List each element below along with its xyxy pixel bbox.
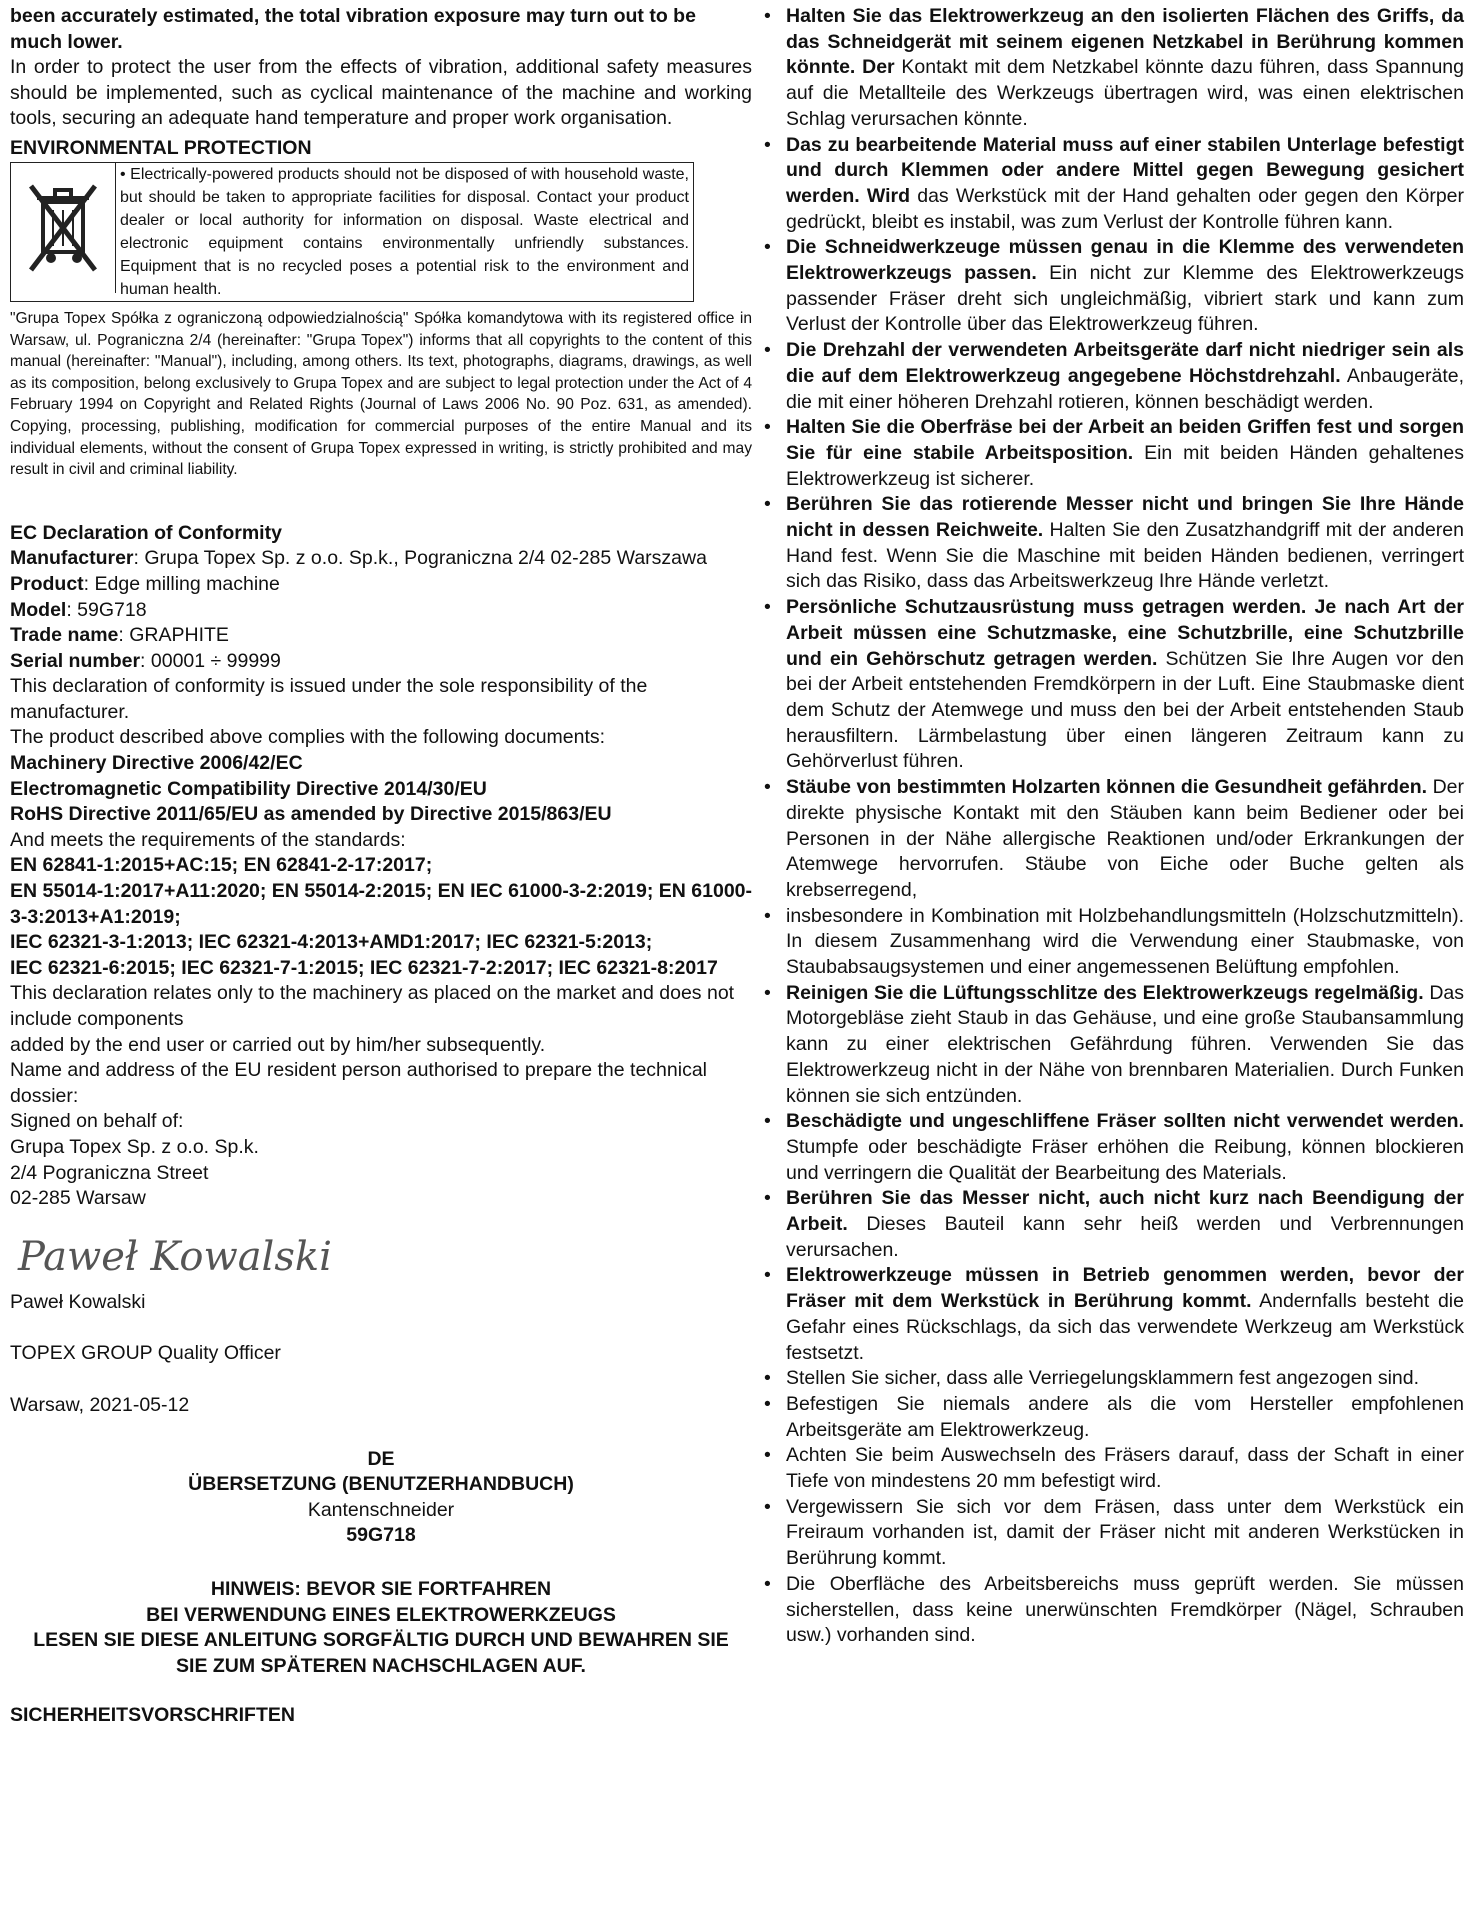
- safety-item: [764, 595, 1464, 775]
- left-column: [10, 4, 752, 1729]
- safety-item-text: Ein mit beiden Händen gehaltenes Elektrowerkzeug ist sicherer.: [786, 441, 1464, 490]
- standard-line: EN 55014-1:2017+A11:2020; EN 55014-2:2015; EN IEC 61000-3-2:2019; EN 61000-3-3:2013+A1:2019;: [10, 880, 753, 928]
- field-label: Serial number: [10, 649, 141, 672]
- bullet-icon: •: [764, 416, 771, 439]
- standard-line: EN 62841-1:2015+AC:15; EN 62841-2-17:2017;: [10, 854, 433, 877]
- bullet-icon: •: [764, 1444, 771, 1467]
- safety-item-bold: Reinigen Sie die Lüftungsschlitze des Elektrowerkzeugs regelmäßig.: [786, 981, 1424, 1004]
- intro-bold: been accurately estimated, the total vibration exposure may turn out to be much lower.: [10, 5, 696, 53]
- signer-name: Paweł Kowalski: [10, 1290, 146, 1313]
- field-value: : Edge milling machine: [83, 572, 280, 595]
- safety-item: [764, 415, 1464, 492]
- safety-item-text: Anbaugeräte, die mit einer höheren Drehzahl rotieren, können beschädigt werden.: [786, 364, 1464, 413]
- decl-text: This declaration of conformity is issued under the sole responsibility of the manufacturer.: [10, 675, 648, 723]
- field-label: Manufacturer: [10, 547, 134, 570]
- safety-item-bold: Die Drehzahl der verwendeten Arbeitsgeräte darf nicht niedriger sein als die auf dem Elektrowerkzeug angegebene Höchstdrehzahl.: [786, 339, 1464, 387]
- env-box: [10, 162, 694, 302]
- safety-item-text: Schützen Sie Ihre Augen vor den bei der Arbeit entstehenden Fremdkörpern in der Luft. Eine Staubmaske dient dem Schutz der Atemwege und muss den bei der Arbeit entstehenden Staub herausfiltern. Lärmbelastung über einen längeren Zeitraum kann zu Gehörverlust führen.: [786, 647, 1464, 773]
- safety-item-text: Halten Sie den Zusatzhandgriff mit der anderen Hand fest. Wenn Sie die Maschine mit beiden Händen bedienen, verringert sich das Risiko, dass das Arbeitswerkzeug Ihre Hände verletzt.: [786, 519, 1464, 593]
- copyright-notice: "Grupa Topex Spółka z ograniczoną odpowiedzialnością" Spółka komandytowa with its registered office in Warsaw, ul. Pograniczna 2/4 (hereinafter: "Grupa Topex") informs that all copyrights to the content of this manual (hereinafter: "Manual"), including, among others. Its text, photographs, diagrams, drawings, as well as its composition, belong exclusively to Grupa Topex and are subject to legal protection under the Act of 4 February 1994 on Copyright and Related Rights (Journal of Laws 2006 No. 90 Poz. 631, as amended). Copying, processing, publishing, modification for commercial purposes of the entire Manual and its individual elements, without the consent of Grupa Topex expressed in writing, is strictly prohibited and may result in civil and criminal liability.: [10, 309, 752, 479]
- de-product: Kantenschneider: [307, 1498, 455, 1521]
- standard-line: IEC 62321-6:2015; IEC 62321-7-1:2015; IEC 62321-7-2:2017; IEC 62321-8:2017: [10, 956, 718, 979]
- address-block: [10, 1109, 752, 1211]
- field-label: Model: [10, 598, 67, 621]
- safety-item: [764, 1366, 1464, 1392]
- safety-item-bold: Elektrowerkzeuge müssen in Betrieb genommen werden, bevor der Fräser mit dem Werkstück in Berührung kommt.: [786, 1264, 1464, 1313]
- safety-item: [764, 1443, 1464, 1494]
- safety-item-text: Achten Sie beim Auswechseln des Fräsers darauf, dass der Schaft in einer Tiefe von mindestens 20 mm befestigt wird.: [786, 1444, 1464, 1493]
- relates-line: added by the end user or carried out by him/her subsequently.: [10, 1033, 546, 1056]
- bullet-icon: •: [764, 596, 771, 619]
- safety-item-text: Die Oberfläche des Arbeitsbereichs muss geprüft werden. Sie müssen sicherstellen, dass keine unerwünschten Fremdkörper (Nägel, Schrauben usw.) vorhanden sind.: [786, 1572, 1464, 1647]
- safety-item-text: Kontakt mit dem Netzkabel könnte dazu führen, dass Spannung auf die Metallteile des Werkzeugs übertragen wird, was einen elektrischen Schlag verursachen könnte.: [786, 56, 1464, 130]
- field-value: : 59G718: [66, 598, 147, 621]
- declaration-field: [10, 598, 752, 624]
- safety-item-text: das Werkstück mit der Hand gehalten oder gegen den Körper gedrückt, bleibt es instabil, was zum Verlust der Kontrolle führen kann.: [786, 184, 1465, 233]
- safety-heading: SICHERHEITSVORSCHRIFTEN: [10, 1704, 295, 1727]
- signer-title: TOPEX GROUP Quality Officer: [10, 1342, 281, 1365]
- safety-item: [764, 1109, 1464, 1186]
- safety-item-bold: Beschädigte und ungeschliffene Fräser sollten nicht verwendet werden.: [786, 1110, 1464, 1133]
- directive: Electromagnetic Compatibility Directive 2014/30/EU: [10, 777, 487, 800]
- safety-item-bold: Halten Sie die Oberfräse bei der Arbeit an beiden Griffen fest und sorgen Sie für eine stabile Arbeitsposition.: [786, 416, 1464, 464]
- safety-item-bold: Persönliche Schutzausrüstung muss getragen werden. Je nach Art der Arbeit müssen eine Schutzmaske, eine Schutzbrille, eine Schutzbrille und ein Gehörschutz getragen werden.: [786, 596, 1464, 670]
- field-label: Product: [10, 572, 84, 595]
- bullet-icon: •: [764, 776, 771, 799]
- declaration-fields: [10, 546, 752, 674]
- signature: [12, 1224, 752, 1288]
- standards-intro: And meets the requirements of the standards:: [10, 828, 406, 851]
- bullet-icon: •: [764, 904, 771, 927]
- field-value: : 00001 ÷ 99999: [140, 649, 281, 672]
- safety-item-bold: Berühren Sie das rotierende Messer nicht und bringen Sie Ihre Hände nicht in dessen Reichweite.: [786, 493, 1464, 542]
- safety-item: [764, 492, 1464, 595]
- safety-item: [764, 1572, 1464, 1649]
- safety-item-bold: Die Schneidwerkzeuge müssen genau in die Klemme des verwendeten Elektrowerkzeugs passen.: [786, 236, 1464, 285]
- weee-bin-icon: [11, 163, 116, 293]
- safety-item: [764, 1392, 1464, 1443]
- relates-line: This declaration relates only to the machinery as placed on the market and does not include components: [10, 982, 735, 1030]
- safety-item-bold: Halten Sie das Elektrowerkzeug an den isolierten Flächen des Griffs, da das Schneidgerät mit seinem eigenen Netzkabel in Berührung kommen könnte. Der: [786, 5, 1464, 79]
- right-column: [764, 4, 1465, 1649]
- svg-text:Paweł Kowalski: Paweł Kowalski: [18, 1233, 332, 1280]
- bullet-icon: •: [764, 1110, 771, 1133]
- field-value: : Grupa Topex Sp. z o.o. Sp.k., Pograniczna 2/4 02-285 Warszawa: [133, 547, 707, 570]
- directive: Machinery Directive 2006/42/EC: [10, 752, 303, 775]
- safety-item-bold: Berühren Sie das Messer nicht, auch nicht kurz nach Beendigung der Arbeit.: [786, 1187, 1464, 1236]
- declaration-field: [10, 546, 752, 572]
- de-manual: ÜBERSETZUNG (BENUTZERHANDBUCH): [188, 1473, 574, 1496]
- address-line: Signed on behalf of:: [10, 1110, 184, 1133]
- bullet-icon: •: [764, 1495, 771, 1518]
- safety-item: [764, 775, 1465, 904]
- bullet-icon: •: [764, 493, 771, 516]
- env-box-text: • Electrically-powered products should not be disposed of with household waste, but should be taken to appropriate facilities for disposal. Contact your product dealer or local authority for information on disposal. Waste electrical and electronic equipment contains environmentally unfriendly substances. Equipment that is no recycled poses a potential risk to the environment and human health.: [120, 165, 689, 298]
- standards-list: [10, 853, 752, 981]
- bullet-icon: •: [764, 133, 771, 156]
- safety-item: [764, 981, 1464, 1110]
- relates-line: Name and address of the EU resident person authorised to prepare the technical dossier:: [10, 1059, 708, 1107]
- declaration-field: [10, 572, 752, 598]
- bullet-icon: •: [764, 1264, 771, 1287]
- standard-line: IEC 62321-3-1:2013; IEC 62321-4:2013+AMD1:2017; IEC 62321-5:2013;: [10, 931, 653, 954]
- bullet-icon: •: [764, 5, 771, 27]
- safety-item-text: Das Motorgebläse zieht Staub in das Gehäuse, und eine große Staubansammlung kann zu einer elektrischen Gefährdung führen. Verwenden Sie das Elektrowerkzeug nicht in der Nähe von brennbaren Materialien. Durch Funken können sie sich entzünden.: [786, 981, 1464, 1107]
- safety-item: [764, 1186, 1464, 1263]
- address-line: 2/4 Pograniczna Street: [10, 1161, 209, 1184]
- notice-line-1: HINWEIS: BEVOR SIE FORTFAHREN: [210, 1577, 552, 1600]
- safety-item-text: Vergewissern Sie sich vor dem Fräsen, dass unter dem Werkstück ein Freiraum vorhanden ist, damit der Fräser nicht mit anderen Werkstücken in Berührung kommt.: [786, 1495, 1464, 1570]
- bullet-icon: •: [764, 339, 771, 362]
- safety-item: [764, 1495, 1464, 1572]
- safety-item: [764, 904, 1464, 981]
- safety-item-bold: Das zu bearbeitende Material muss auf einer stabilen Unterlage befestigt und durch Klemmen oder andere Mittel gegen Bewegung gesichert werden. Wird: [786, 133, 1464, 207]
- safety-item: [764, 4, 1464, 133]
- address-line: 02-285 Warsaw: [10, 1187, 146, 1210]
- field-label: Trade name: [10, 624, 119, 647]
- relates-text: [10, 981, 752, 1109]
- safety-item-text: Befestigen Sie niemals andere als die vom Hersteller empfohlenen Arbeitsgeräte am Elektrowerkzeug.: [786, 1392, 1464, 1441]
- bullet-icon: •: [764, 1187, 771, 1210]
- safety-list: [764, 4, 1465, 1649]
- notice-line-3: LESEN SIE DIESE ANLEITUNG SORGFÄLTIG DURCH UND BEWAHREN SIE SIE ZUM SPÄTEREN NACHSCHLAGEN AUF.: [33, 1629, 729, 1677]
- notice-line-2: BEI VERWENDUNG EINES ELEKTROWERKZEUGS: [146, 1603, 616, 1626]
- ec-title: EC Declaration of Conformity: [10, 521, 282, 544]
- safety-item-text: Der direkte physische Kontakt mit den Stäuben kann beim Bediener oder bei Personen in der Nähe allergische Reaktionen und/oder Erkrankungen der Atemwege hervorrufen. Stäube von Eiche oder Buche gelten als krebserregend,: [786, 776, 1465, 901]
- safety-item-text: Stellen Sie sicher, dass alle Verriegelungsklammern fest angezogen sind.: [786, 1367, 1420, 1390]
- safety-item-text: Ein nicht zur Klemme des Elektrowerkzeugs passender Fräser dreht sich ungleichmäßig, vibriert stark und kann zum Verlust der Kontrolle über das Elektrowerkzeug führen.: [786, 262, 1464, 336]
- safety-item-text: insbesondere in Kombination mit Holzbehandlungsmitteln (Holzschutzmitteln). In diesem Zusammenhang wird die Verwendung einer Staubmaske, von Staubabsaugsystemen und einer angemessenen Belüftung empfohlen.: [786, 904, 1464, 979]
- bullet-icon: •: [764, 1392, 771, 1415]
- safety-item: [764, 1263, 1464, 1366]
- safety-item-text: Andernfalls besteht die Gefahr eines Rückschlags, da sich das verwendete Werkzeug am Werkstück festsetzt.: [786, 1290, 1464, 1364]
- place-date: Warsaw, 2021-05-12: [10, 1393, 190, 1416]
- safety-item: [764, 338, 1464, 415]
- address-line: Grupa Topex Sp. z o.o. Sp.k.: [10, 1135, 259, 1158]
- declaration-field: [10, 649, 752, 675]
- safety-item-bold: Stäube von bestimmten Holzarten können die Gesundheit gefährden.: [786, 776, 1428, 799]
- directives-list: [10, 751, 752, 828]
- de-lang: DE: [367, 1447, 395, 1470]
- bullet-icon: •: [764, 981, 771, 1004]
- env-heading: ENVIRONMENTAL PROTECTION: [10, 136, 312, 159]
- complies-text: The product described above complies with the following documents:: [10, 726, 606, 749]
- directive: RoHS Directive 2011/65/EU as amended by Directive 2015/863/EU: [10, 803, 612, 826]
- field-value: : GRAPHITE: [118, 624, 229, 647]
- de-model: 59G718: [346, 1524, 416, 1547]
- bullet-icon: •: [764, 1572, 771, 1595]
- safety-item-text: Dieses Bauteil kann sehr heiß werden und Verbrennungen verursachen.: [786, 1213, 1464, 1261]
- safety-item: [764, 235, 1464, 338]
- intro-text: In order to protect the user from the effects of vibration, additional safety measures should be implemented, such as cyclical maintenance of the machine and working tools, securing an adequate hand temperature and proper work organisation.: [10, 56, 752, 130]
- bullet-icon: •: [764, 236, 771, 259]
- safety-item: [764, 133, 1465, 236]
- declaration-field: [10, 623, 752, 649]
- safety-item-text: Stumpfe oder beschädigte Fräser erhöhen die Reibung, können blockieren und verringern die Qualität der Bearbeitung des Materials.: [786, 1135, 1464, 1184]
- bullet-icon: •: [764, 1367, 771, 1390]
